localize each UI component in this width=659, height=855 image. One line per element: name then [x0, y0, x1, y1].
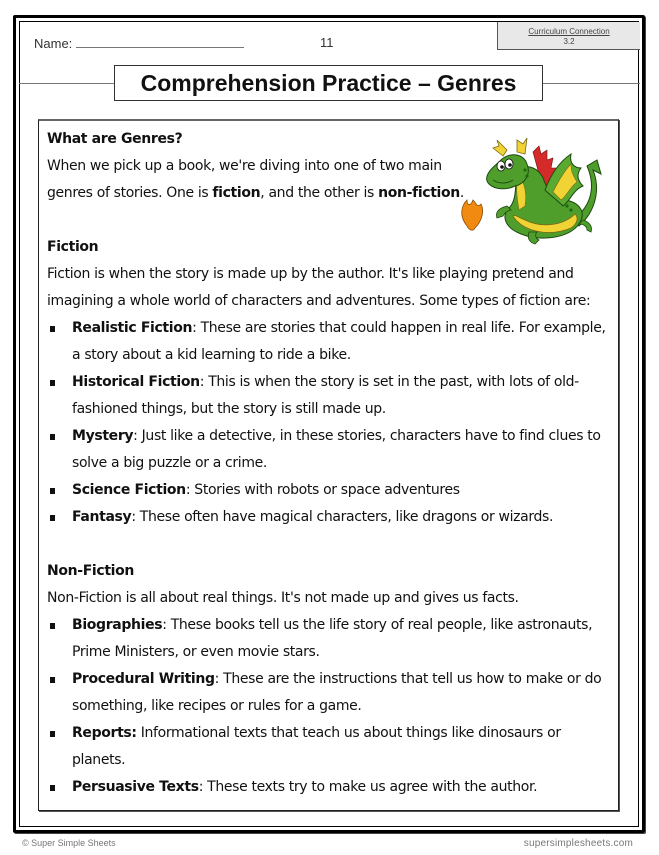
list-item — [47, 423, 610, 477]
list-item-sep: : — [214, 671, 220, 687]
list-item-sep: : — [192, 320, 197, 336]
list-item-desc: These books tell us the life story of real people, like astronauts, Prime Ministers, or even movie stars. — [72, 617, 593, 660]
bullet-icon — [50, 434, 55, 440]
website-link[interactable]: supersimplesheets.com — [523, 838, 633, 849]
bullet-icon — [50, 488, 55, 494]
curriculum-title: Curriculum Connection — [528, 27, 610, 36]
curriculum-connection-badge — [497, 22, 640, 50]
dragon-icon — [455, 134, 610, 246]
list-item-desc: These texts try to make us agree with the author. — [203, 779, 538, 795]
bullet-icon — [50, 326, 55, 332]
list-item-term: Procedural Writing — [72, 671, 215, 687]
intro-bold-fiction: fiction — [212, 185, 261, 201]
list-item-term: Biographies — [72, 617, 163, 633]
bullet-icon — [50, 677, 55, 683]
section-heading-fiction: Fiction — [47, 239, 99, 255]
list-item-desc: These are stories that could happen in real life. For example, a story about a kid learning to ride a bike. — [72, 320, 606, 363]
list-item-desc: Just like a detective, in these stories, characters have to find clues to solve a big puzzle or a crime. — [72, 428, 601, 471]
nonfiction-list — [47, 612, 610, 801]
bullet-icon — [50, 731, 55, 737]
bullet-icon — [50, 380, 55, 386]
list-item-term: Science Fiction — [72, 482, 186, 498]
copyright-text: © Super Simple Sheets — [22, 838, 116, 848]
list-item-term: Mystery — [72, 428, 134, 444]
intro-text-1: When we pick up a book, we're diving into one of two main genres of stories. One is — [47, 158, 442, 201]
list-item — [47, 315, 610, 369]
fiction-paragraph: Fiction is when the story is made up by the author. It's like playing pretend and imagining a whole world of characters and adventures. Some types of fiction are: — [47, 266, 591, 309]
curriculum-code: 3.2 — [563, 37, 575, 46]
list-item-sep: : — [199, 374, 205, 390]
list-item — [47, 612, 610, 666]
name-blank-line[interactable] — [76, 35, 244, 48]
list-item-sep: : — [162, 617, 167, 633]
list-item — [47, 774, 610, 801]
fiction-list — [47, 315, 610, 531]
list-item-desc: This is when the story is set in the past, with lots of old-fashioned things, but the story is still made up. — [72, 374, 579, 417]
list-item-term: Realistic Fiction — [72, 320, 193, 336]
list-item-desc: Stories with robots or space adventures — [190, 482, 460, 498]
nonfiction-paragraph: Non-Fiction is all about real things. It's not made up and gives us facts. — [47, 590, 519, 606]
list-item — [47, 666, 610, 720]
list-item — [47, 720, 610, 774]
page-number: 11 — [320, 35, 334, 50]
list-item-sep: : — [198, 779, 204, 795]
list-item-term: Historical Fiction — [72, 374, 200, 390]
intro-text-2: , and the other is — [260, 185, 379, 201]
list-item — [47, 504, 610, 531]
list-item-sep: : — [185, 482, 191, 498]
bullet-icon — [50, 785, 55, 791]
intro-text-3: . — [459, 185, 464, 201]
list-item-desc: Informational texts that teach us about things like dinosaurs or planets. — [72, 725, 561, 768]
bullet-icon — [50, 515, 55, 521]
list-item-desc: These are the instructions that tell us how to make or do something, like recipes or rules for a game. — [72, 671, 602, 714]
list-item — [47, 369, 610, 423]
list-item-desc: These often have magical characters, like dragons or wizards. — [135, 509, 554, 525]
section-heading-nonfiction: Non-Fiction — [47, 563, 134, 579]
list-item-sep: : — [131, 509, 136, 525]
intro-bold-nonfiction: non-fiction — [378, 185, 460, 201]
bullet-icon — [50, 623, 55, 629]
intro-paragraph — [47, 153, 467, 207]
section-heading-genres: What are Genres? — [47, 131, 183, 147]
list-item-term: Persuasive Texts — [72, 779, 199, 795]
name-field — [34, 35, 244, 51]
list-item-sep: : — [133, 428, 138, 444]
list-item-term: Fantasy — [72, 509, 132, 525]
name-label: Name: — [34, 36, 73, 51]
list-item — [47, 477, 610, 504]
list-item-term: Reports: — [72, 725, 137, 741]
page-title: Comprehension Practice – Genres — [114, 65, 543, 101]
